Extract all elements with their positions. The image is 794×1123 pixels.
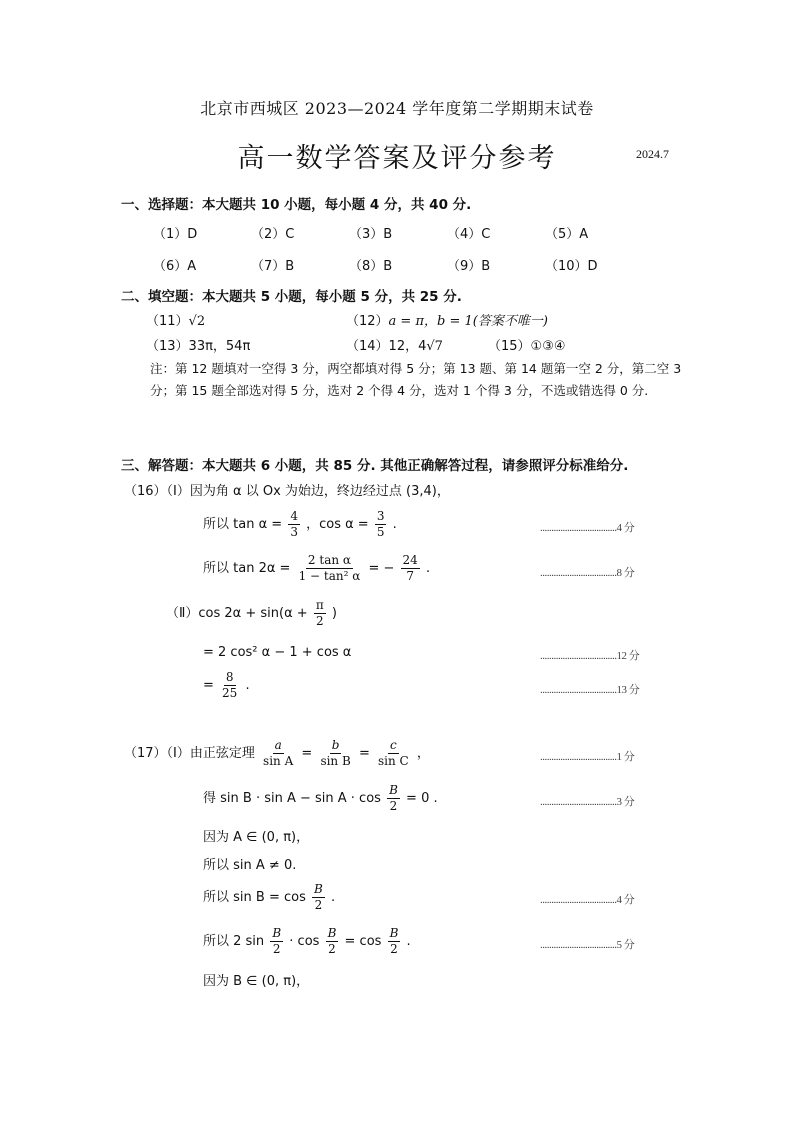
frac-den: sin C xyxy=(377,754,409,768)
q17-line4: 所以 sin A ≠ 0. xyxy=(203,858,297,873)
q16-intro: （16）（Ⅰ）因为角 α 以 Ox 为始边，终边经过点 (3,4)， xyxy=(124,484,450,499)
q16-score-3: ..................................12 分 xyxy=(540,650,640,662)
q16-score-2: ..................................8 分 xyxy=(540,567,635,579)
frac-den: 7 xyxy=(406,569,414,583)
exam-date: 2024.7 xyxy=(636,147,669,161)
q16-line3: = 2 cos² α − 1 + cos α xyxy=(203,645,352,660)
answer-6: （6）A xyxy=(153,259,197,274)
frac-num: b xyxy=(331,738,340,752)
q16-l1-frac2 xyxy=(375,509,387,540)
q17-line1 xyxy=(124,738,430,769)
fill-label-12: （12） xyxy=(346,314,389,329)
q16-score-1: ..................................4 分 xyxy=(540,522,635,534)
q17-score-6: ..................................5 分 xyxy=(540,939,635,951)
answer-3: （3）B xyxy=(349,227,393,242)
fill-value-11: √2 xyxy=(188,314,206,329)
q16-p2-end: ) xyxy=(331,606,337,621)
frac-num: 24 xyxy=(402,553,418,567)
fill-label-11: （11） xyxy=(146,314,189,329)
q17-l6-mid: · cos xyxy=(289,934,320,949)
q16-l2-mid: = − xyxy=(368,561,395,576)
frac-den: 3 xyxy=(290,525,298,539)
section1-heading: 一、选择题：本大题共 10 小题，每小题 4 分，共 40 分. xyxy=(121,197,472,213)
q17-l6-mid2: = cos xyxy=(344,934,382,949)
q17-frac-c xyxy=(376,738,411,769)
answer-9: （9）B xyxy=(447,259,491,274)
page-title: 高一数学答案及评分参考 xyxy=(237,143,557,174)
frac-num: B xyxy=(389,926,399,940)
frac-num: B xyxy=(313,882,323,896)
q17-line3: 因为 A ∈ (0, π)， xyxy=(203,830,310,845)
frac-num: a xyxy=(274,738,282,752)
answer-10: （10）D xyxy=(545,259,598,274)
fill-value-12: a = π，b = 1(答案不唯一) xyxy=(388,314,548,329)
q17-eq1: = xyxy=(301,746,313,761)
frac-num: π xyxy=(315,598,324,612)
q17-end1: ， xyxy=(416,746,430,761)
frac-den: 1 − tan² α xyxy=(298,569,361,583)
frac-num: B xyxy=(389,783,398,797)
q16-l2-frac2 xyxy=(401,553,420,584)
q17-frac-b xyxy=(318,738,352,769)
answer-5: （5）A xyxy=(545,227,589,242)
frac-den: 2 xyxy=(315,614,324,628)
q17-score-5: ..................................4 分 xyxy=(540,894,635,906)
q16-l2-frac1 xyxy=(297,553,363,584)
answer-7: （7）B xyxy=(251,259,295,274)
q17-eq2: = xyxy=(358,746,370,761)
q16-l1-mid: ，cos α = xyxy=(306,517,369,532)
q17-frac-a xyxy=(261,738,295,769)
frac-num: B xyxy=(327,926,337,940)
q17-label: （17）（Ⅰ）由正弦定理 xyxy=(124,746,255,761)
section3-heading: 三、解答题：本大题共 6 小题，共 85 分. 其他正确解答过程，请参照评分标准给分. xyxy=(121,458,629,474)
q17-l2-frac xyxy=(387,783,400,814)
frac-den: sin B xyxy=(320,754,351,768)
fill-answer-15: （15）①③④ xyxy=(488,339,566,354)
q16-line4 xyxy=(203,670,250,701)
fill-answer-13: （13）33π，54π xyxy=(146,339,251,354)
q16-l4-frac xyxy=(220,670,239,701)
section2-heading: 二、填空题：本大题共 5 小题，每小题 5 分，共 25 分. xyxy=(121,289,462,305)
frac-den: 5 xyxy=(376,525,385,539)
frac-num: 8 xyxy=(225,670,234,684)
fill-value-14: √7 xyxy=(426,339,443,354)
q16-l1-frac1 xyxy=(288,509,300,540)
q17-l6-frac3 xyxy=(388,926,401,957)
q16-l2-end: . xyxy=(425,561,431,576)
frac-num: B xyxy=(272,926,282,940)
answer-4: （4）C xyxy=(447,227,491,242)
fill-answer-11 xyxy=(146,310,205,329)
q16-l2-prefix: 所以 tan 2α = xyxy=(203,561,291,576)
fill-answer-14 xyxy=(346,335,443,354)
grading-note: 注：第 12 题填对一空得 3 分，两空都填对得 5 分；第 13 题、第 14 题第一空 2 分，第二空 3 分；第 15 题全部选对得 5 分，选对 2 个得 4 分，选对 1 个得 3 分，不选或错选得 0 分. xyxy=(150,361,682,398)
frac-den: 2 xyxy=(328,942,336,956)
frac-num: 2 tan α xyxy=(307,553,351,567)
q17-score-1: ..................................1 分 xyxy=(540,751,635,763)
exam-subtitle: 北京市西城区 2023—2024 学年度第二学期期末试卷 xyxy=(200,99,594,118)
frac-den: 2 xyxy=(389,799,398,813)
q16-l4-end: . xyxy=(245,678,250,693)
fill-answer-12 xyxy=(346,310,548,329)
q17-line2 xyxy=(203,783,438,814)
frac-den: 2 xyxy=(272,942,281,956)
answer-2: （2）C xyxy=(251,227,295,242)
q17-l2-prefix: 得 sin B · sin A − sin A · cos xyxy=(203,791,381,806)
q16-p2-frac xyxy=(314,598,326,629)
q16-l4-prefix: = xyxy=(203,678,214,693)
q17-l5-end: . xyxy=(330,890,336,905)
q17-l5-prefix: 所以 sin B = cos xyxy=(203,890,306,905)
q16-score-4: ..................................13 分 xyxy=(540,684,640,696)
fill-label-14: （14）12，4 xyxy=(346,339,427,354)
q17-line7: 因为 B ∈ (0, π)， xyxy=(203,974,310,989)
q17-l6-frac2 xyxy=(326,926,339,957)
q16-l1-end: . xyxy=(392,517,397,532)
q17-l6-prefix: 所以 2 sin xyxy=(203,934,265,949)
frac-den: sin A xyxy=(263,754,294,768)
frac-den: 2 xyxy=(390,942,398,956)
q17-l6-frac1 xyxy=(270,926,283,957)
q16-line2 xyxy=(203,553,430,584)
frac-num: 3 xyxy=(376,509,385,523)
q17-l6-end: . xyxy=(406,934,411,949)
answer-1: （1）D xyxy=(153,227,198,242)
q17-l5-frac xyxy=(312,882,325,913)
frac-den: 2 xyxy=(314,898,323,912)
frac-num: c xyxy=(389,738,397,752)
answer-8: （8）B xyxy=(349,259,393,274)
q16-line1 xyxy=(203,509,397,540)
frac-num: 4 xyxy=(290,509,298,523)
frac-den: 25 xyxy=(222,686,238,700)
q16-p2-label: （Ⅱ）cos 2α + sin(α + xyxy=(166,606,308,621)
q16-part2 xyxy=(166,598,337,629)
q17-l2-end: = 0 . xyxy=(406,791,438,806)
q17-line6 xyxy=(203,926,411,957)
q17-score-2: ..................................3 分 xyxy=(540,796,635,808)
q16-l1-prefix: 所以 tan α = xyxy=(203,517,283,532)
q17-line5 xyxy=(203,882,335,913)
